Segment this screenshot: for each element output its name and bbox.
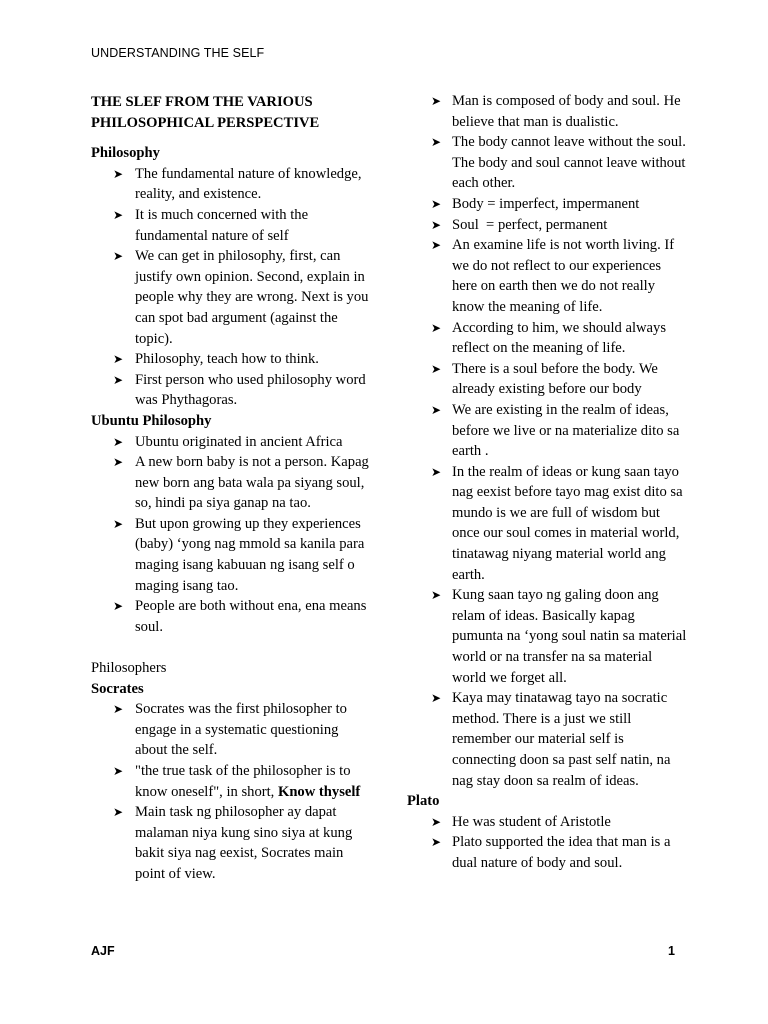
list-item: ➤ People are both without ena, ena means soul. [113,598,367,635]
socrates-continued-list [407,91,687,791]
arrow-bullet-icon: ➤ [113,352,124,367]
list-item: ➤ Kung saan tayo ng galing doon ang relam of ideas. Basically kapag pumunta na ‘yong soul natin sa material world or na transfer na sa material world we forget all. [431,587,687,686]
arrow-bullet-icon: ➤ [113,455,124,470]
list-item: ➤ Main task ng philosopher ay dapat malaman niya kung sino siya at kung bakit siya nag eexist, Socrates main point of view. [113,804,353,882]
arrow-bullet-icon: ➤ [431,691,442,706]
philosophers-label: Philosophers [91,660,167,677]
arrow-bullet-icon: ➤ [113,805,124,820]
list-item: ➤ We can get in philosophy, first, can justify own opinion. Second, explain in people why they are wrong. Next is you can spot bad argument (against the topic). [113,248,369,347]
right-column [407,91,687,874]
list-item: ➤ Ubuntu originated in ancient Africa [91,432,371,453]
list-item: ➤ But upon growing up they experiences (baby) ‘yong nag mmold sa kanila para maging isang kabuuan ng isang self o maging isang tao. [113,515,365,594]
arrow-bullet-icon: ➤ [431,588,442,603]
list-item: ➤ Plato supported the idea that man is a dual nature of body and soul. [431,834,671,871]
arrow-bullet-icon: ➤ [431,217,442,232]
philosophy-list [91,164,371,411]
arrow-bullet-icon: ➤ [113,207,124,222]
list-item: ➤ Philosophy, teach how to think. [91,349,371,370]
philosophy-heading: Philosophy [91,145,160,162]
socrates-list [91,699,371,884]
page-header: UNDERSTANDING THE SELF [91,46,265,60]
footer-author: AJF [91,944,115,958]
list-item: ➤ In the realm of ideas or kung saan tayo nag eexist before tayo mag exist dito sa mundo is we are full of wisdom but once our soul comes in material world, tinatawag niyang material world ang earth. [431,463,683,583]
arrow-bullet-icon: ➤ [113,764,124,778]
list-item: ➤ There is a soul before the body. We already existing before our body [431,360,658,398]
arrow-bullet-icon: ➤ [431,814,442,829]
arrow-bullet-icon: ➤ [113,702,124,717]
list-item: ➤ Kaya may tinatawag tayo na socratic method. There is a just we still remember our material self is connecting doon sa past self natin, na nag stay doon sa realm of ideas. [431,690,671,789]
list-item: ➤ Body = imperfect, impermanent [407,194,687,215]
list-item: ➤ According to him, we should always reflect on the meaning of life. [431,319,667,357]
list-item: ➤ The body cannot leave without the soul. The body and soul cannot leave without each other. [431,134,686,192]
list-item: ➤ Soul = perfect, permanent [407,215,687,236]
arrow-bullet-icon: ➤ [431,196,442,211]
list-item: ➤ He was student of Aristotle [407,812,687,833]
ubuntu-list [91,432,371,638]
arrow-bullet-icon: ➤ [113,599,124,614]
title-line-2: PHILOSOPHICAL PERSPECTIVE [91,114,320,131]
ubuntu-heading: Ubuntu Philosophy [91,412,212,429]
arrow-bullet-icon: ➤ [431,361,442,376]
title-line-1: THE SLEF FROM THE VARIOUS [91,94,313,110]
arrow-bullet-icon: ➤ [113,516,124,531]
arrow-bullet-icon: ➤ [113,249,124,264]
list-item: ➤ We are existing in the realm of ideas, before we live or na materialize dito sa earth . [431,401,680,460]
arrow-bullet-icon: ➤ [431,320,442,335]
list-item: ➤ Socrates was the first philosopher to engage in a systematic questioning about the self. [113,701,347,759]
document-title [91,91,371,133]
list-item: ➤ The fundamental nature of knowledge, reality, and existence. [113,165,362,203]
left-column [91,91,371,885]
arrow-bullet-icon: ➤ [431,94,442,108]
page-number: 1 [668,944,675,958]
list-item: ➤ First person who used philosophy word was Phythagoras. [113,371,366,409]
arrow-bullet-icon: ➤ [113,372,124,387]
list-item: ➤ "the true task of the philosopher is to know oneself", in short, Know thyself [113,763,361,800]
know-thyself-emphasis: Know thyself [277,783,361,800]
arrow-bullet-icon: ➤ [431,135,442,150]
list-item: ➤ It is much concerned with the fundamental nature of self [113,206,309,244]
socrates-heading: Socrates [91,680,144,697]
arrow-bullet-icon: ➤ [431,402,442,417]
list-item: ➤ An examine life is not worth living. If we do not reflect to our experiences here on earth then we do not really know the meaning of life. [431,237,675,315]
arrow-bullet-icon: ➤ [431,835,442,850]
plato-heading: Plato [407,793,440,810]
plato-list [407,812,687,874]
arrow-bullet-icon: ➤ [113,166,124,181]
list-item: ➤ Man is composed of body and soul. He believe that man is dualistic. [431,93,681,130]
list-item: ➤ A new born baby is not a person. Kapag new born ang bata wala pa siyang soul, so, hindi pa siya ganap na tao. [113,454,369,512]
arrow-bullet-icon: ➤ [113,434,124,449]
arrow-bullet-icon: ➤ [431,238,442,253]
arrow-bullet-icon: ➤ [431,464,442,479]
